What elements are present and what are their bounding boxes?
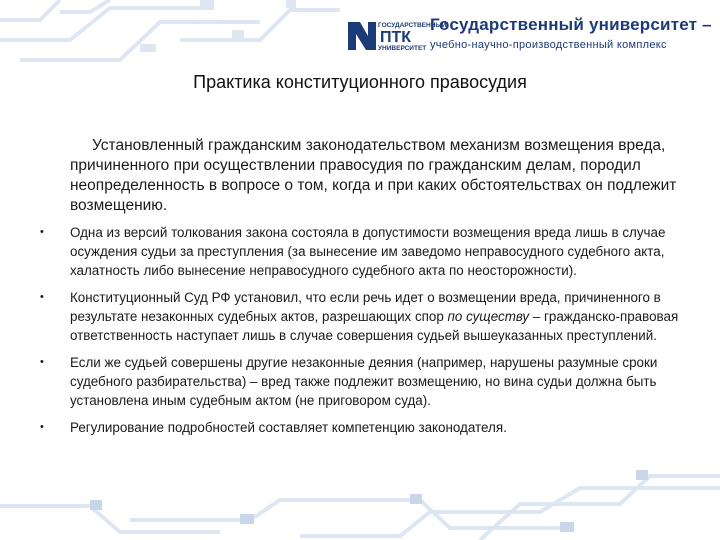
svg-text:ГОСУДАРСТВЕННЫЙ: ГОСУДАРСТВЕННЫЙ [378, 22, 447, 29]
university-emblem-icon [346, 18, 447, 52]
bullet-dot-icon: • [40, 226, 44, 238]
bullet-text-part: Конституционный Суд РФ установил, что если речь идет о возмещении вреда, причиненного в результате незаконных судебных актов, разрешающих спор [70, 290, 661, 324]
bullet-text: Регулирование подробностей составляет компетенцию законодателя. [70, 420, 507, 435]
slide-title: Практика конституционного правосудия [193, 72, 527, 92]
bullet-text: Если же судьей совершены другие незаконные деяния (например, нарушены разумные сроки судебного разбирательства) – вред также подлежит возмещению, но вина судьи должна быть установлена иным судебным актом (не приговором суда). [70, 355, 658, 408]
bullet-dot-icon: • [40, 291, 44, 303]
bullet-dot-icon: • [40, 356, 44, 368]
svg-text:ПТК: ПТК [380, 29, 412, 46]
top-decor [0, 0, 340, 60]
bullet-item [40, 353, 690, 410]
intro-paragraph: Установленный гражданским законодательством механизм возмещения вреда, причиненного при осуществлении правосудия по гражданским делам, породил неопределенность в вопросе о том, когда и при каких обстоятельствах он подлежит возмещению. [70, 137, 677, 214]
bullet-text: Одна из версий толкования закона состояла в допустимости возмещения вреда лишь в случае осуждения судьи за преступления (за вынесение им заведомо неправосудного судебного акта, халатность либо вынесение неправосудного судебного акта по неосторожности). [70, 225, 666, 278]
bullet-item [40, 288, 690, 345]
svg-text:УНИВЕРСИТЕТ: УНИВЕРСИТЕТ [378, 45, 427, 52]
bullet-item [40, 418, 690, 437]
bullet-text-emphasis: по существу [447, 309, 530, 324]
bullet-list [40, 223, 690, 445]
university-logo [346, 12, 712, 56]
university-subtitle: учебно-научно-производственный комплекс [430, 39, 667, 51]
bullet-item [40, 223, 690, 280]
bullet-text-part: – гражданско-правовая ответственность наступает лишь в случае совершения судьей вышеуказанных преступлений. [70, 309, 679, 343]
bottom-decor [0, 476, 720, 540]
university-name: Государственный университет – [430, 15, 712, 34]
bullet-dot-icon: • [40, 421, 44, 433]
